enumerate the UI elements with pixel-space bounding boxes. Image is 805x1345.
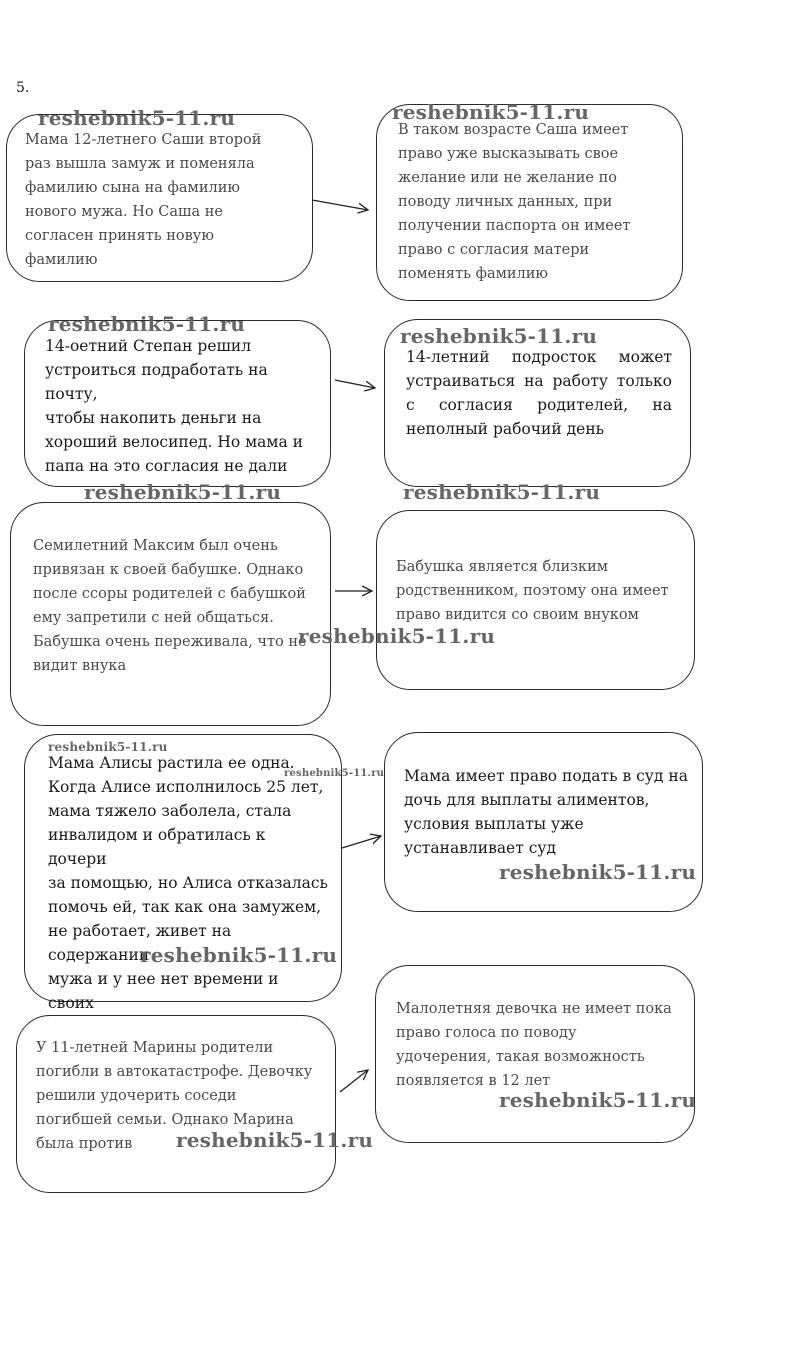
- watermark: reshebnik5-11.ru: [499, 860, 697, 884]
- situation-text-5: У 11-летней Марины родители погибли в автокатастрофе. Девочку решили удочерить соседи погибшей семьи. Однако Марина была против: [36, 1040, 313, 1152]
- arrow-5: [340, 1070, 368, 1092]
- arrow-1: [312, 200, 368, 210]
- watermark: reshebnik5-11.ru: [140, 943, 338, 967]
- watermark: reshebnik5-11.ru: [84, 480, 282, 504]
- answer-text-5: Малолетняя девочка не имеет пока право голоса по поводу удочерения, такая возможность появляется в 12 лет: [396, 1001, 672, 1089]
- watermark: reshebnik5-11.ru: [38, 106, 236, 130]
- answer-text-4: Мама имеет право подать в суд на дочь для выплаты алиментов, условия выплаты уже устанавливает суд: [404, 767, 688, 857]
- situation-text-3: Семилетний Максим был очень привязан к своей бабушке. Однако после ссоры родителей с бабушкой ему запретили с ней общаться. Бабушка очень переживала, что не видит внука: [33, 538, 307, 674]
- watermark: reshebnik5-11.ru: [392, 100, 590, 124]
- arrow-4: [342, 836, 381, 848]
- watermark: reshebnik5-11.ru: [298, 624, 496, 648]
- watermark: reshebnik5-11.ru: [284, 768, 385, 779]
- watermark: reshebnik5-11.ru: [48, 740, 168, 754]
- watermark: reshebnik5-11.ru: [499, 1088, 697, 1112]
- answer-text-1: В таком возрасте Саша имеет право уже высказывать свое желание или не желание по поводу личных данных, при получении паспорта он имеет право с согласия матери поменять фамилию: [398, 122, 631, 282]
- task-number: 5.: [16, 80, 30, 96]
- situation-text-2: 14-оетний Степан решил устроиться подработать на почту, чтобы накопить деньги на хороший велосипед. Но мама и папа на это согласия не дали: [45, 337, 303, 475]
- watermark: reshebnik5-11.ru: [48, 312, 246, 336]
- watermark: reshebnik5-11.ru: [400, 324, 598, 348]
- answer-text-2: 14-летний подросток может устраиваться на работу только с согласия родителей, на неполный рабочий день: [406, 348, 672, 438]
- watermark: reshebnik5-11.ru: [403, 480, 601, 504]
- watermark: reshebnik5-11.ru: [176, 1128, 374, 1152]
- situation-text-1: Мама 12-летнего Саши второй раз вышла замуж и поменяла фамилию сына на фамилию нового мужа. Но Саша не согласен принять новую фамилию: [25, 132, 262, 268]
- situation-text-4: Мама Алисы растила ее одна. Когда Алисе исполнилось 25 лет, мама тяжело заболела, стала инвалидом и обратилась к дочери за помощью, но Алиса отказалась помочь ей, так как она замужем, не работает, живет на содержании мужа и у нее нет времени и своих: [48, 754, 328, 1012]
- arrow-2: [335, 380, 375, 388]
- answer-text-3: Бабушка является близким родственником, поэтому она имеет право видится со своим внуком: [396, 559, 669, 623]
